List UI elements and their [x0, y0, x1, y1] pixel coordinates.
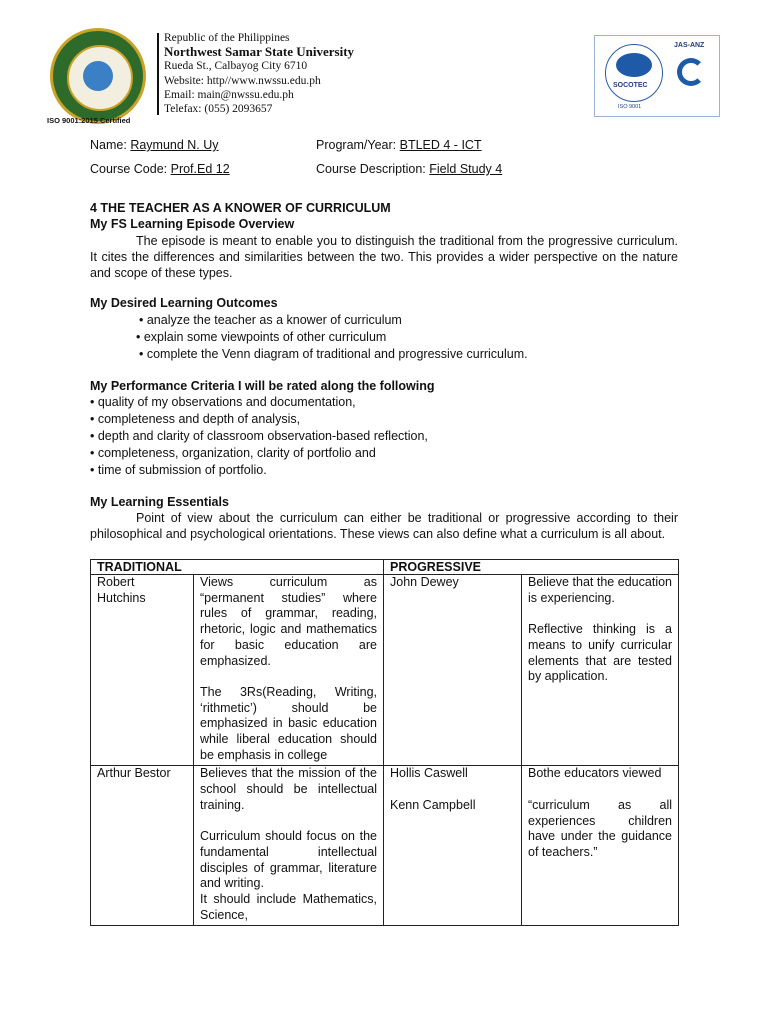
episode-title: 4 THE TEACHER AS A KNOWER OF CURRICULUM [90, 201, 391, 215]
table-row [91, 575, 679, 766]
telefax-line: Telefax: (055) 2093657 [164, 103, 273, 116]
name-value: Raymund N. Uy [130, 138, 219, 152]
criteria-item: • depth and clarity of classroom observation-based reflection, [90, 429, 428, 443]
iso-9001-label: ISO 9001 [618, 104, 642, 110]
header-text-block [164, 31, 354, 116]
progressive-name: Hollis Caswell Kenn Campbell [384, 766, 522, 926]
criteria-item: • completeness and depth of analysis, [90, 412, 301, 426]
jas-anz-icon [677, 58, 705, 86]
address-line: Rueda St., Calbayog City 6710 [164, 60, 308, 73]
traditional-view: Believes that the mission of the school should be intellectual training. Curriculum should focus on the fundamental intellectual disciples of grammar, literature and writing. It should include Mathematics, Science, [194, 766, 384, 926]
criteria-item: • completeness, organization, clarity of portfolio and [90, 446, 376, 460]
course-code-value: Prof.Ed 12 [170, 162, 230, 176]
progressive-name: John Dewey [384, 575, 522, 766]
traditional-name: Arthur Bestor [91, 766, 194, 926]
program-field: Program/Year: BTLED 4 - ICT [316, 138, 482, 152]
university-name: Northwest Samar State University [164, 44, 355, 60]
outcomes-heading: My Desired Learning Outcomes [90, 296, 278, 310]
overview-heading: My FS Learning Episode Overview [90, 217, 295, 231]
table-header-row [91, 560, 679, 575]
essentials-heading: My Learning Essentials [90, 495, 229, 509]
header-progressive: PROGRESSIVE [384, 560, 679, 575]
essentials-text: Point of view about the curriculum can either be traditional or progressive according to their philosophical and psychological orientations. These views can also define what a curriculum is all about. [90, 511, 678, 541]
overview-text: The episode is meant to enable you to distinguish the traditional from the progressive curriculum. It cites the differences and similarities between the two. This provides a wider perspective on the nature and scope of these types. [90, 234, 678, 281]
socotec-icon [616, 53, 652, 77]
republic-line: Republic of the Philippines [164, 32, 290, 44]
progressive-view: Believe that the education is experiencing. Reflective thinking is a means to unify curricular elements that are tested by application. [522, 575, 679, 766]
progressive-view: Bothe educators viewed “curriculum as all experiences children have under the guidance of teachers.” [522, 766, 679, 926]
header-traditional: TRADITIONAL [91, 560, 384, 575]
traditional-view: Views curriculum as “permanent studies” where rules of grammar, reading, rhetoric, logic and mathematics for basic education are emphasized. The 3Rs(Reading, Writing, ‘rithmetic’) should be emphasized in basic education while liberal education should be emphasis in college [194, 575, 384, 766]
email-line[interactable]: Email: main@nwssu.edu.ph [164, 88, 294, 101]
socotec-label: SOCOTEC [613, 82, 648, 89]
outcome-item: • complete the Venn diagram of traditional and progressive curriculum. [139, 347, 528, 361]
name-field: Name: Raymund N. Uy [90, 138, 219, 152]
course-description-field: Course Description: Field Study 4 [316, 162, 503, 176]
program-value: BTLED 4 - ICT [399, 138, 482, 152]
course-description-value: Field Study 4 [429, 162, 503, 176]
jas-anz-label: JAS-ANZ [674, 42, 705, 49]
criteria-item: • quality of my observations and documentation, [90, 395, 356, 409]
iso-certified-label: ISO 9001:2015 Certified [47, 116, 131, 125]
outcome-item: • analyze the teacher as a knower of curriculum [139, 313, 402, 327]
table-row [91, 766, 679, 926]
criteria-item: • time of submission of portfolio. [90, 463, 267, 477]
outcome-item: • explain some viewpoints of other curriculum [136, 330, 387, 344]
curriculum-table [90, 559, 679, 926]
criteria-heading: My Performance Criteria I will be rated along the following [90, 379, 435, 393]
traditional-name: Robert Hutchins [91, 575, 194, 766]
course-code-field: Course Code: Prof.Ed 12 [90, 162, 230, 176]
university-seal [50, 28, 146, 124]
certification-logos [594, 35, 720, 117]
website-line[interactable]: Website: http//www.nwssu.edu.ph [164, 74, 321, 87]
header-divider [157, 33, 159, 115]
